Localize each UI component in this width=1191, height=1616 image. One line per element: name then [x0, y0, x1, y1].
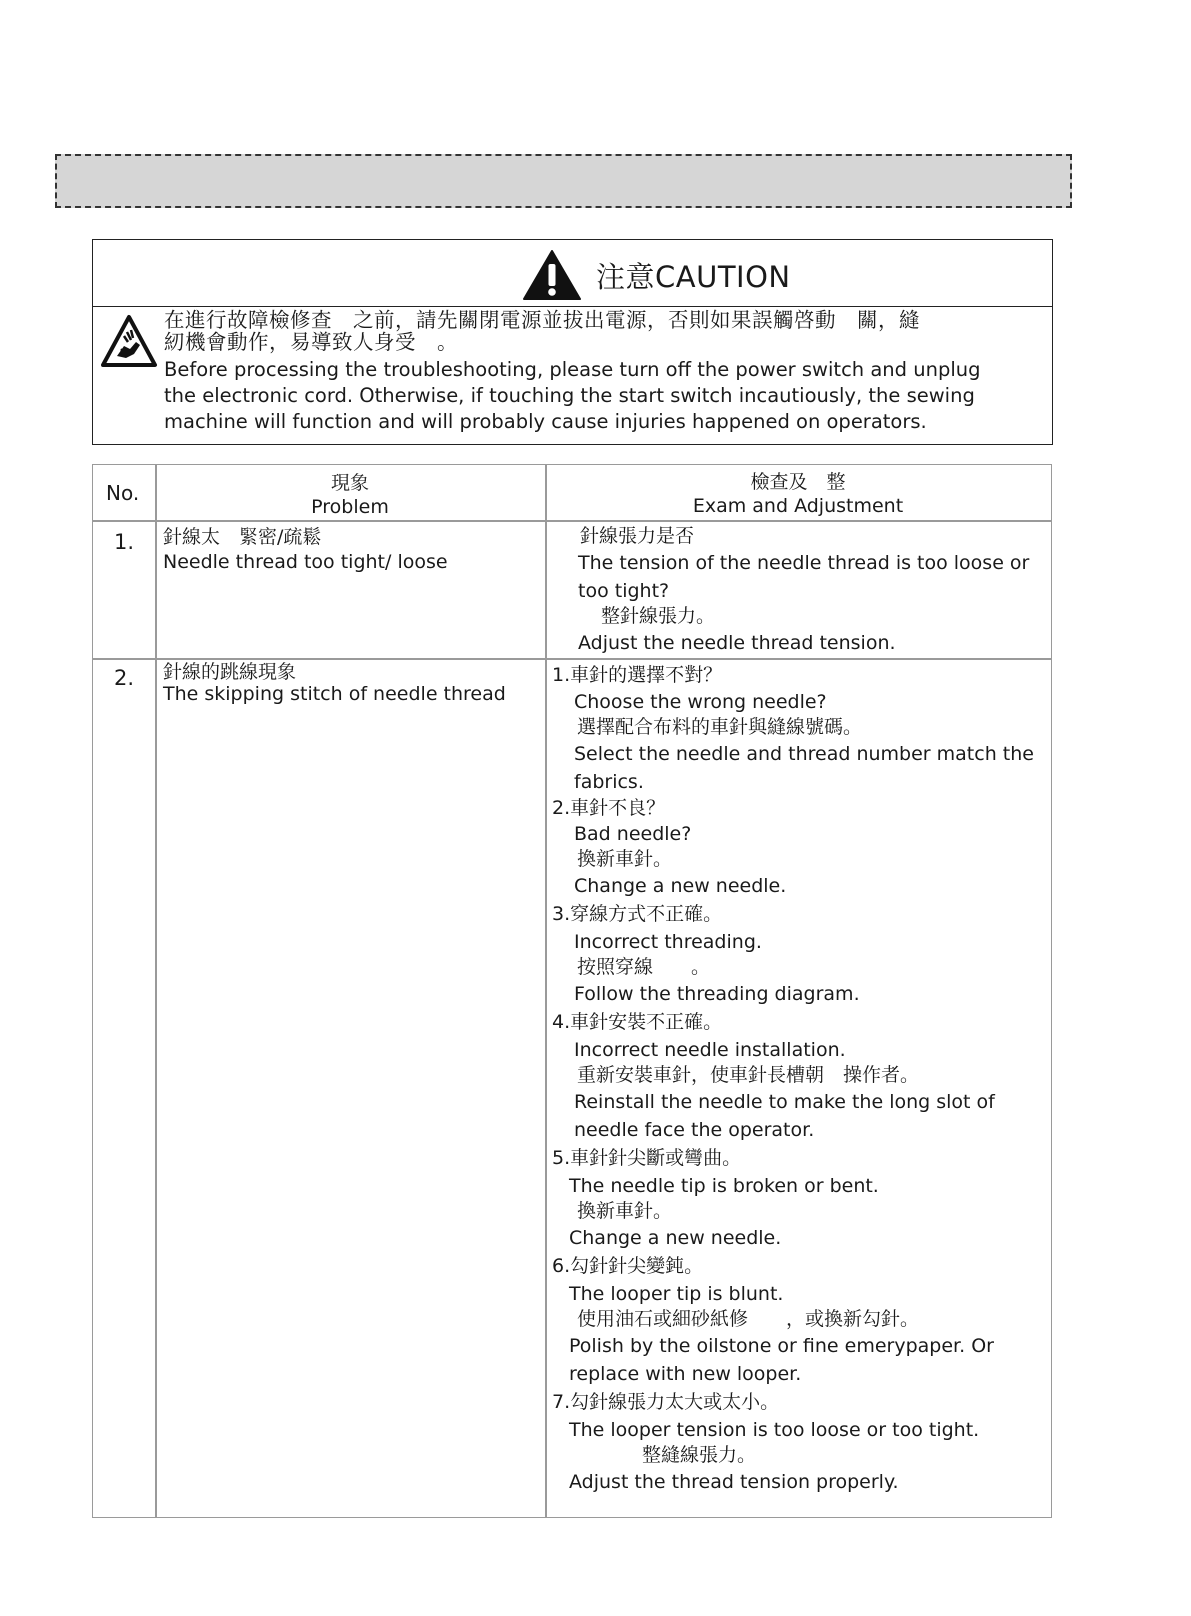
caution-title: 注意CAUTION	[596, 259, 791, 294]
header-problem-en: Problem	[311, 496, 389, 518]
caution-title-row	[93, 240, 1052, 307]
column-divider	[155, 465, 157, 1517]
exam-line: 按照穿線 。	[577, 956, 711, 978]
exam-line: The needle tip is broken or bent.	[569, 1175, 879, 1197]
exam-line: 選擇配合布料的車針與縫線號碼。	[577, 716, 863, 738]
header-problem-zh: 現象	[330, 472, 369, 494]
row-number: 2.	[114, 666, 135, 690]
problem-zh: 針線太 緊密/疏鬆	[163, 526, 322, 548]
header-exam-zh: 檢查及 整	[750, 471, 846, 493]
exam-line: Reinstall the needle to make the long slot of	[574, 1091, 995, 1113]
row-number: 1.	[114, 530, 135, 554]
caution-en-line: the electronic cord. Otherwise, if touching the start switch incautiously, the sewing	[164, 384, 975, 407]
exam-line: 6.勾針針尖變鈍。	[552, 1255, 704, 1277]
caution-zh-line: 紉機會動作，易導致人身受 。	[164, 330, 458, 354]
exam-line: Polish by the oilstone or fine emerypaper. Or	[569, 1335, 994, 1357]
exam-line: Follow the threading diagram.	[574, 983, 860, 1005]
section-header-band	[55, 154, 1072, 208]
column-divider	[545, 465, 547, 1517]
caution-en-line: machine will function and will probably cause injuries happened on operators.	[164, 410, 927, 433]
header-divider	[93, 520, 1051, 522]
problem-zh: 針線的跳線現象	[163, 661, 297, 683]
exam-line: The looper tip is blunt.	[569, 1283, 784, 1305]
exam-line: Choose the wrong needle?	[574, 691, 827, 713]
exam-line: Select the needle and thread number match the	[574, 743, 1034, 765]
exam-line: 針線張力是否	[580, 525, 695, 547]
exam-line: 整縫線張力。	[642, 1444, 757, 1466]
exam-line: Bad needle?	[574, 823, 692, 845]
exam-line: Change a new needle.	[574, 875, 787, 897]
exam-line: The tension of the needle thread is too loose or	[578, 552, 1030, 574]
troubleshooting-table	[92, 464, 1052, 1518]
exam-line: Adjust the needle thread tension.	[578, 632, 896, 654]
exam-line: 2.車針不良？	[552, 797, 666, 819]
exam-line: Incorrect threading.	[574, 931, 762, 953]
exam-line: Adjust the thread tension properly.	[569, 1471, 899, 1493]
exam-line: Incorrect needle installation.	[574, 1039, 846, 1061]
exam-line: The looper tension is too loose or too tight.	[569, 1419, 980, 1441]
exam-line: 7.勾針線張力太大或太小。	[552, 1391, 780, 1413]
hand-injury-warning-icon	[100, 314, 158, 369]
caution-en-line: Before processing the troubleshooting, please turn off the power switch and unplug	[164, 358, 981, 381]
exam-line: 使用油石或細砂紙修 ，或換新勾針。	[577, 1308, 920, 1330]
caution-heading	[522, 247, 791, 303]
exam-line: too tight?	[578, 580, 670, 602]
exam-line: 換新車針。	[577, 848, 673, 870]
exam-line: needle face the operator.	[574, 1119, 815, 1141]
caution-text	[164, 309, 1044, 435]
exam-line: fabrics.	[574, 771, 644, 793]
header-no: No.	[106, 481, 140, 505]
problem-en: The skipping stitch of needle thread	[163, 683, 506, 705]
problem-en: Needle thread too tight/ loose	[163, 551, 448, 573]
exam-line: 換新車針。	[577, 1200, 673, 1222]
exam-line: 4.車針安裝不正確。	[552, 1011, 723, 1033]
header-exam-en: Exam and Adjustment	[692, 495, 904, 517]
caution-zh-line: 在進行故障檢修查 之前，請先關閉電源並拔出電源，否則如果誤觸啓動 關，縫	[164, 308, 920, 332]
exam-line: 5.車針針尖斷或彎曲。	[552, 1147, 742, 1169]
exam-line: 1.車針的選擇不對？	[552, 664, 723, 686]
caution-box	[92, 239, 1053, 445]
exam-line: 3.穿線方式不正確。	[552, 903, 723, 925]
warning-triangle-icon	[522, 249, 582, 301]
exam-line: 整針線張力。	[601, 605, 716, 627]
exam-line: Change a new needle.	[569, 1227, 782, 1249]
exam-line: replace with new looper.	[569, 1363, 802, 1385]
exam-line: 重新安裝車針，使車針長槽朝 操作者。	[577, 1064, 920, 1086]
